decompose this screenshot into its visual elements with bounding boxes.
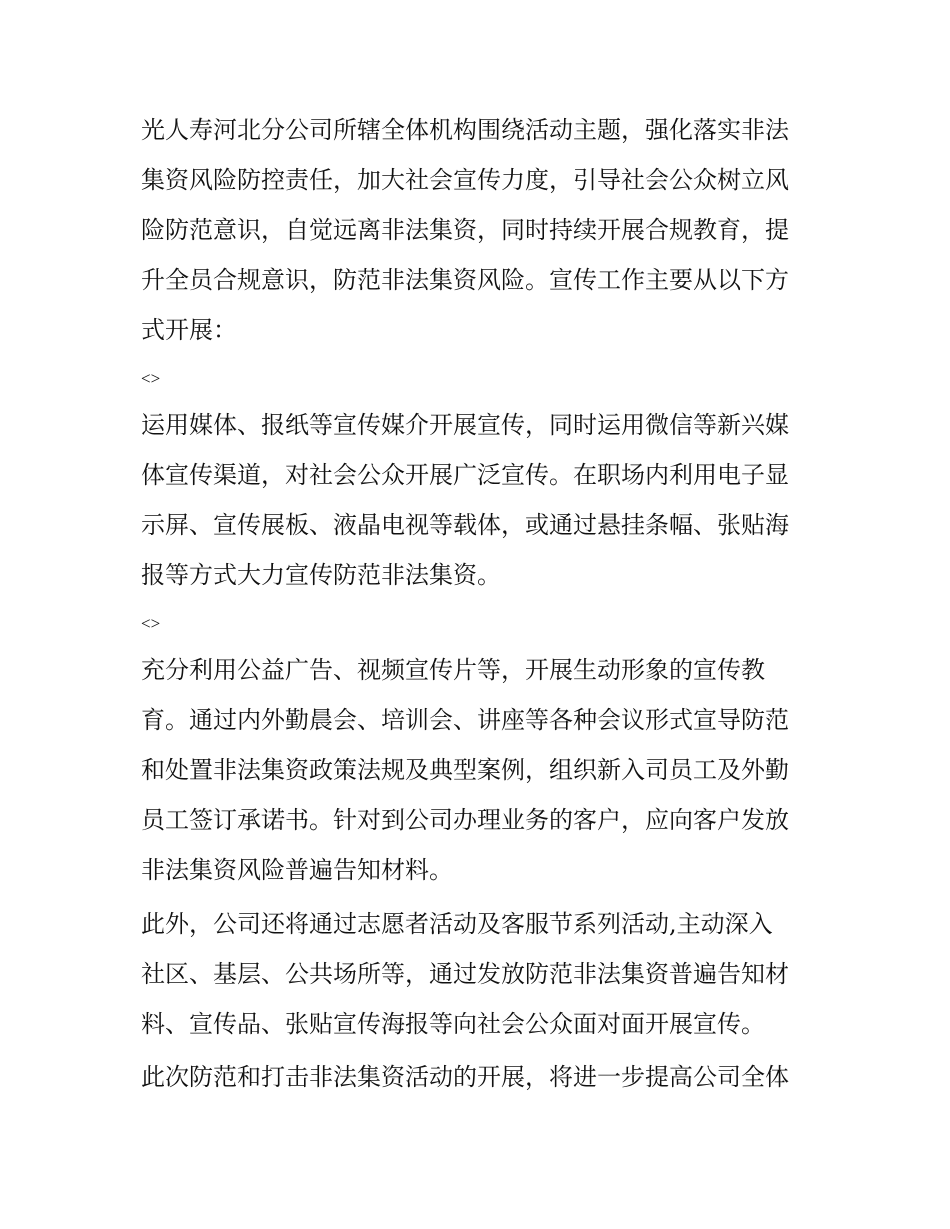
text-line: 运用媒体、报纸等宣传媒介开展宣传，同时运用微信等新兴媒	[141, 411, 789, 439]
text-line: 料、宣传品、张贴宣传海报等向社会公众面对面开展宣传。	[141, 1010, 765, 1038]
text-line: 社区、基层、公共场所等，通过发放防范非法集资普遍告知材	[141, 960, 789, 988]
text-line: 光人寿河北分公司所辖全体机构围绕活动主题，强化落实非法	[141, 116, 789, 144]
text-line: 充分利用公益广告、视频宣传片等，开展生动形象的宣传教	[141, 656, 765, 684]
text-line: 和处置非法集资政策法规及典型案例，组织新入司员工及外勤	[141, 756, 789, 784]
text-line: 体宣传渠道，对社会公众开展广泛宣传。在职场内利用电子显	[141, 461, 789, 489]
text-line: 此次防范和打击非法集资活动的开展，将进一步提高公司全体	[141, 1063, 789, 1091]
text-line: 集资风险防控责任，加大社会宣传力度，引导社会公众树立风	[141, 166, 789, 194]
text-line: 式开展：	[141, 316, 237, 344]
text-line: 育。通过内外勤晨会、培训会、讲座等各种会议形式宣导防范	[141, 706, 789, 734]
text-line: 此外，公司还将通过志愿者活动及客服节系列活动,主动深入	[141, 910, 773, 938]
text-line: 非法集资风险普遍告知材料。	[141, 856, 453, 884]
list-marker: <>	[141, 369, 161, 388]
text-line: 员工签订承诺书。针对到公司办理业务的客户，应向客户发放	[141, 806, 789, 834]
text-line: 升全员合规意识，防范非法集资风险。宣传工作主要从以下方	[141, 266, 789, 294]
list-marker: <>	[141, 614, 161, 633]
text-line: 险防范意识，自觉远离非法集资，同时持续开展合规教育，提	[141, 216, 789, 244]
text-line: 报等方式大力宣传防范非法集资。	[141, 561, 501, 589]
text-line: 示屏、宣传展板、液晶电视等载体，或通过悬挂条幅、张贴海	[141, 511, 789, 539]
